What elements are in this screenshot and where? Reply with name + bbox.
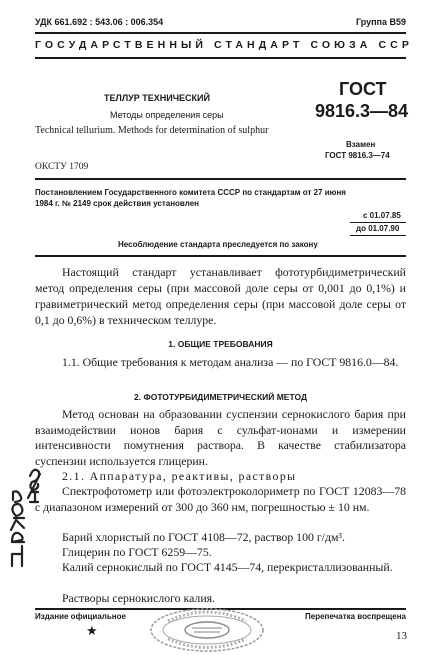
library-stamp-icon [148,606,266,655]
validity-rule-top [350,222,406,223]
validity-from: с 01.07.85 [363,211,401,220]
reprint-prohibited-label: Перепечатка воспрещена [305,612,406,621]
glycerin-item: Глицерин по ГОСТ 6259—75. [62,545,212,559]
apparatus-heading: 2.1. Аппаратура, реактивы, растворы [62,469,297,483]
document-subtitle: Методы определения серы [110,110,224,120]
decree-rule [35,255,406,257]
intro-paragraph: Настоящий стандарт устанавливает фототурбидиметрический метод определения серы (при массовой доле серы от 0,001 до 0,1%) и гравиметрический метод определения серы (при массовой доле серы от 0,1 до 0,6%) в техническом теллуре. [35,265,406,327]
state-standard-banner: ГОСУДАРСТВЕННЫЙ СТАНДАРТ СОЮЗА ССР [35,39,413,51]
decree-line-1: Постановлением Государственного комитета СССР по стандартам от 27 июня [35,188,346,197]
section-2-heading: 2. ФОТОТУРБИДИМЕТРИЧЕСКИЙ МЕТОД [134,392,307,402]
legal-warning: Несоблюдение стандарта преследуется по закону [118,240,318,249]
gost-number: 9816.3—84 [315,101,409,121]
potassium-solutions-item: Растворы сернокислого калия. [62,591,216,605]
header-rule-bottom [35,57,406,59]
gost-label: ГОСТ [339,79,387,99]
method-description: Метод основан на образовании суспензии сернокислого бария при взаимодействии ионов бария с сульфат-ионами и измерении интенсивности помутнения раствора. В качестве стабилизатора суспензии используется глицерин. [35,407,406,468]
validity-to: до 01.07.90 [356,224,400,233]
star-icon: ★ [86,624,98,639]
okstu-code: ОКСТУ 1709 [35,162,89,172]
header-rule-top [35,32,406,34]
spectrophotometer-paragraph: Спектрофотометр или фотоэлектроколориметр по ГОСТ 12083—78 с диапазоном измерений от 300 до 360 нм, погрешностью ± 10 нм. [35,484,406,514]
potassium-sulfate-item: Калий сернокислый по ГОСТ 4145—74, перекристаллизованный. [62,560,393,574]
official-edition-label: Издание официальное [35,612,126,621]
group-code: Группа В59 [355,17,406,27]
replaces-label: Взамен [346,140,376,149]
validity-rule-bottom [350,235,406,236]
title-block-rule [35,178,406,180]
barium-chloride-item: Барий хлористый по ГОСТ 4108—72, раствор 100 г/дм³. [62,530,345,544]
page-number: 13 [396,630,407,642]
document-title-english: Technical tellurium. Methods for determination of sulphur [35,125,269,136]
section-1-paragraph: 1.1. Общие требования к методам анализа — по ГОСТ 9816.0—84. [62,355,399,369]
udk-code: УДК 661.692 : 543.06 : 006.354 [35,17,164,27]
handwritten-margin-note-icon [2,462,44,572]
document-title: ТЕЛЛУР ТЕХНИЧЕСКИЙ [104,93,210,103]
decree-line-2: 1984 г. № 2149 срок действия установлен [35,199,199,208]
section-1-heading: 1. ОБЩИЕ ТРЕБОВАНИЯ [168,339,273,349]
replaces-value: ГОСТ 9816.3—74 [325,151,390,160]
